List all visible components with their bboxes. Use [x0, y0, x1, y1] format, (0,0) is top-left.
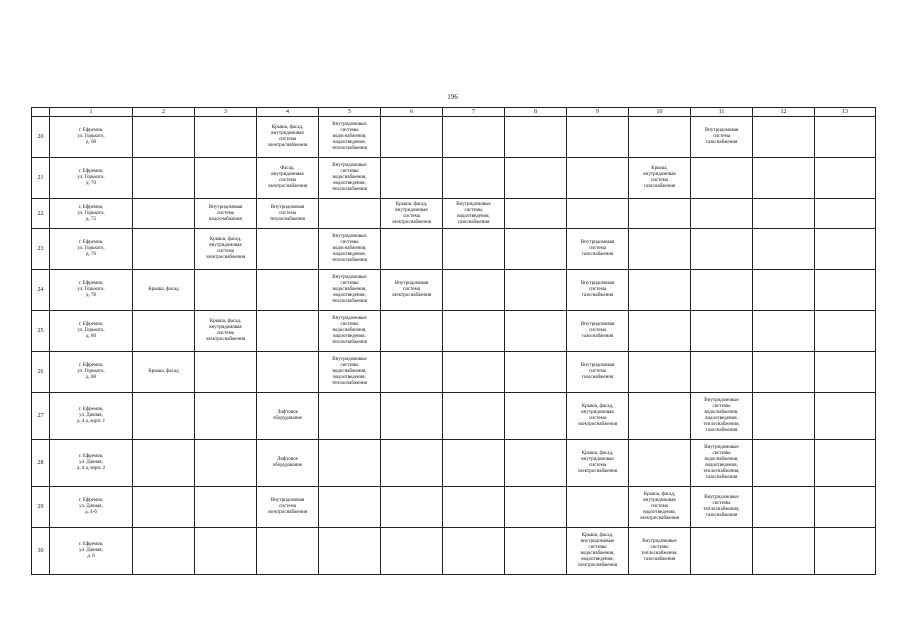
address-cell	[50, 117, 133, 158]
work-cell	[505, 440, 567, 487]
work-text: Крыша, фасад, внутридомовые системы водоснабжения, водоотведения, электроснабжения	[577, 533, 618, 568]
work-cell	[815, 311, 876, 352]
work-cell	[195, 352, 257, 393]
work-cell	[753, 229, 815, 270]
table-row	[32, 528, 876, 575]
work-cell	[691, 352, 753, 393]
address-cell	[50, 352, 133, 393]
work-cell	[505, 229, 567, 270]
address-text: г. Ефремов, ул. Дачная, д. 4-б	[78, 498, 104, 515]
work-cell	[195, 311, 257, 352]
table-row	[32, 393, 876, 440]
work-cell	[505, 352, 567, 393]
work-cell	[381, 229, 443, 270]
address-text: г. Ефремов, ул. Дачная, д. 4 а, корп. 2	[76, 454, 106, 471]
work-cell	[195, 487, 257, 528]
work-cell	[691, 117, 753, 158]
work-cell	[567, 528, 629, 575]
work-cell	[257, 270, 319, 311]
address-cell	[50, 229, 133, 270]
work-text: Внутридомовая система теплоснабжения	[270, 204, 305, 222]
work-cell	[567, 270, 629, 311]
table-header-row	[32, 108, 876, 117]
work-cell	[815, 117, 876, 158]
work-text: Лифтовое оборудование	[272, 410, 303, 421]
address-cell	[50, 311, 133, 352]
header-cell: 1	[50, 108, 133, 117]
row-number-cell: 20	[32, 117, 50, 158]
work-cell	[443, 199, 505, 229]
work-text: Внутридомовая система электроснабжения	[267, 498, 308, 515]
address-text: г. Ефремов, ул. Горького, д. 68	[77, 128, 105, 145]
work-cell	[381, 117, 443, 158]
header-cell: 7	[443, 108, 505, 117]
work-cell	[567, 311, 629, 352]
header-cell: 2	[133, 108, 195, 117]
work-text: Крыша, фасад	[148, 287, 179, 292]
work-text: Крыша, внутридомовая система газоснабжения	[643, 166, 676, 189]
address-cell	[50, 440, 133, 487]
address-text: г. Ефремов, ул. Дачная, д. 6	[78, 542, 104, 559]
work-text: Внутридомовая система газоснабжения	[704, 128, 739, 145]
table-body	[32, 108, 876, 575]
work-cell	[257, 117, 319, 158]
work-text: Внутридомовые системы водоотведения, газоснабжения	[456, 201, 491, 225]
header-cell: 11	[691, 108, 753, 117]
row-number-cell: 25	[32, 311, 50, 352]
work-cell	[195, 440, 257, 487]
work-cell	[815, 158, 876, 199]
work-cell	[753, 199, 815, 229]
row-number-cell: 29	[32, 487, 50, 528]
work-cell	[815, 393, 876, 440]
work-cell	[443, 117, 505, 158]
work-cell	[815, 229, 876, 270]
work-cell	[815, 199, 876, 229]
work-cell	[133, 199, 195, 229]
work-cell	[629, 311, 691, 352]
work-text: Внутридомовые системы водоснабжения, водоотведения, теплоснабжения	[332, 163, 367, 192]
work-cell	[195, 270, 257, 311]
work-cell	[133, 311, 195, 352]
work-cell	[443, 440, 505, 487]
address-text: г. Ефремов, ул. Горького, д. 80	[77, 322, 105, 339]
work-text: Крыша, фасад	[148, 369, 179, 374]
work-cell	[319, 199, 381, 229]
row-number-cell: 26	[32, 352, 50, 393]
work-cell	[567, 487, 629, 528]
work-cell	[133, 117, 195, 158]
address-text: г. Ефремов, ул. Горького, д. 70	[77, 169, 105, 186]
work-cell	[319, 487, 381, 528]
work-cell	[195, 393, 257, 440]
work-cell	[443, 270, 505, 311]
work-cell	[505, 199, 567, 229]
work-text: Лифтовое оборудование	[272, 457, 303, 468]
work-cell	[629, 440, 691, 487]
work-cell	[505, 393, 567, 440]
work-cell	[629, 528, 691, 575]
work-cell	[381, 440, 443, 487]
work-cell	[691, 528, 753, 575]
work-cell	[381, 270, 443, 311]
address-cell	[50, 199, 133, 229]
work-cell	[691, 393, 753, 440]
work-cell	[133, 393, 195, 440]
work-cell	[319, 158, 381, 199]
work-text: Крыша, фасад, внутридомовая система электроснабжения	[205, 237, 246, 260]
work-cell	[753, 158, 815, 199]
header-cell: 9	[567, 108, 629, 117]
work-cell	[381, 528, 443, 575]
work-cell	[381, 199, 443, 229]
work-text: Внутридомовая система газоснабжения	[580, 363, 615, 380]
work-cell	[133, 229, 195, 270]
work-cell	[257, 528, 319, 575]
work-cell	[257, 393, 319, 440]
work-text: Крыша, фасад, внутридомовая система электроснабжения	[577, 451, 618, 474]
work-cell	[567, 117, 629, 158]
work-cell	[567, 199, 629, 229]
work-cell	[319, 270, 381, 311]
address-text: г. Ефремов, ул. Горького, д. 88	[77, 363, 105, 380]
work-cell	[753, 117, 815, 158]
address-text: г. Ефремов, ул. Горького, д. 78	[77, 281, 105, 298]
work-cell	[505, 158, 567, 199]
address-cell	[50, 393, 133, 440]
header-cell: 8	[505, 108, 567, 117]
work-text: Крыша, фасад, внутридомовая система электроснабжения	[267, 125, 308, 148]
address-cell	[50, 487, 133, 528]
work-cell	[753, 270, 815, 311]
work-cell	[753, 487, 815, 528]
work-text: Внутридомовые системы теплоснабжения, газоснабжения	[641, 539, 678, 562]
header-cell-blank	[32, 108, 50, 117]
table-row	[32, 199, 876, 229]
work-cell	[815, 270, 876, 311]
work-text: Крыша, фасад, внутридомовая система электроснабжения	[391, 201, 432, 225]
row-number-cell: 28	[32, 440, 50, 487]
work-text: Внутридомовая система газоснабжения	[580, 281, 615, 298]
work-cell	[505, 117, 567, 158]
work-cell	[629, 270, 691, 311]
work-cell	[443, 158, 505, 199]
work-cell	[257, 199, 319, 229]
work-cell	[381, 487, 443, 528]
work-text: Внутридомовые системы водоснабжения, водоотведения, теплоснабжения	[332, 234, 367, 263]
row-number-cell: 27	[32, 393, 50, 440]
work-cell	[629, 487, 691, 528]
work-cell	[133, 487, 195, 528]
work-cell	[691, 311, 753, 352]
work-cell	[443, 393, 505, 440]
work-cell	[195, 528, 257, 575]
work-cell	[753, 440, 815, 487]
work-cell	[443, 352, 505, 393]
work-cell	[567, 352, 629, 393]
header-cell: 4	[257, 108, 319, 117]
work-cell	[567, 393, 629, 440]
work-cell	[691, 440, 753, 487]
work-cell	[505, 487, 567, 528]
work-cell	[257, 352, 319, 393]
work-cell	[629, 352, 691, 393]
work-cell	[753, 352, 815, 393]
address-cell	[50, 158, 133, 199]
work-cell	[753, 528, 815, 575]
work-cell	[381, 158, 443, 199]
work-cell	[815, 440, 876, 487]
header-cell: 3	[195, 108, 257, 117]
work-cell	[505, 528, 567, 575]
address-text: г. Ефремов, ул. Дачная, д. 4 а, корп. 1	[76, 407, 106, 424]
work-cell	[567, 440, 629, 487]
table-row	[32, 229, 876, 270]
work-cell	[319, 117, 381, 158]
work-cell	[133, 528, 195, 575]
table-row	[32, 487, 876, 528]
work-cell	[691, 270, 753, 311]
work-cell	[629, 199, 691, 229]
work-cell	[133, 352, 195, 393]
work-cell	[381, 311, 443, 352]
work-cell	[319, 393, 381, 440]
header-cell: 12	[753, 108, 815, 117]
work-cell	[567, 229, 629, 270]
page-number: 196	[447, 93, 458, 101]
work-text: Крыша, фасад, внутридомовая система электроснабжения	[205, 319, 246, 342]
work-text: Внутридомовая система электроснабжения	[391, 281, 432, 298]
work-cell	[319, 311, 381, 352]
row-number-cell: 23	[32, 229, 50, 270]
work-cell	[195, 117, 257, 158]
table-row	[32, 352, 876, 393]
header-cell: 6	[381, 108, 443, 117]
work-cell	[257, 487, 319, 528]
work-cell	[381, 352, 443, 393]
repair-schedule-table	[31, 107, 876, 575]
row-number-cell: 30	[32, 528, 50, 575]
table-row	[32, 117, 876, 158]
work-cell	[257, 229, 319, 270]
table-row	[32, 440, 876, 487]
work-text: Внутридомовые системы водоснабжения, водоотведения, теплоснабжения	[332, 357, 367, 386]
row-number-cell: 22	[32, 199, 50, 229]
work-text: Внутридомовые системы водоснабжения, водоотведения, теплоснабжения	[332, 316, 367, 345]
table-row	[32, 158, 876, 199]
work-text: Внутридомовые системы теплоснабжения, газоснабжения	[703, 495, 740, 518]
table-row	[32, 270, 876, 311]
work-cell	[815, 487, 876, 528]
table-row	[32, 311, 876, 352]
work-text: Внутридомовая система газоснабжения	[580, 240, 615, 257]
row-number-cell: 24	[32, 270, 50, 311]
work-cell	[133, 440, 195, 487]
work-cell	[257, 158, 319, 199]
work-cell	[443, 229, 505, 270]
work-cell	[195, 229, 257, 270]
work-cell	[195, 158, 257, 199]
work-cell	[319, 229, 381, 270]
work-cell	[815, 528, 876, 575]
address-text: г. Ефремов, ул. Горького, д. 76	[77, 240, 105, 257]
work-cell	[381, 393, 443, 440]
work-cell	[567, 158, 629, 199]
work-cell	[691, 199, 753, 229]
address-cell	[50, 528, 133, 575]
work-text: Внутридомовые системы водоснабжения, водоотведения, теплоснабжения	[332, 275, 367, 304]
work-cell	[691, 158, 753, 199]
work-cell	[443, 487, 505, 528]
address-cell	[50, 270, 133, 311]
address-text: г. Ефремов, ул. Горького, д. 72	[77, 204, 105, 222]
work-cell	[195, 199, 257, 229]
row-number-cell: 21	[32, 158, 50, 199]
work-cell	[629, 229, 691, 270]
header-cell: 13	[815, 108, 876, 117]
work-text: Внутридомовые системы водоснабжения, водоотведения, теплоснабжения	[332, 122, 367, 151]
work-cell	[505, 270, 567, 311]
work-cell	[257, 311, 319, 352]
work-cell	[133, 158, 195, 199]
work-cell	[133, 270, 195, 311]
work-text: Фасад, внутридомовая система электроснабжения	[267, 166, 308, 189]
work-cell	[319, 528, 381, 575]
header-cell: 10	[629, 108, 691, 117]
work-text: Внутридомовые системы водоснабжения, водоотведения, теплоснабжения, газоснабжения	[703, 398, 740, 433]
work-text: Внутридомовая система водоснабжения	[208, 204, 243, 222]
work-cell	[815, 352, 876, 393]
header-cell: 5	[319, 108, 381, 117]
work-cell	[691, 487, 753, 528]
work-cell	[443, 311, 505, 352]
work-text: Внутридомовая система газоснабжения	[580, 322, 615, 339]
work-cell	[753, 393, 815, 440]
work-cell	[629, 158, 691, 199]
work-text: Крыша, фасад, внутридомовая система электроснабжения	[577, 404, 618, 427]
work-cell	[629, 393, 691, 440]
work-cell	[443, 528, 505, 575]
work-text: Внутридомовые системы водоснабжения, водоотведения, теплоснабжения, газоснабжения	[703, 445, 740, 480]
work-text: Крыша, фасад, внутридомовая система водоотведения, электроснабжения	[639, 492, 680, 521]
work-cell	[753, 311, 815, 352]
work-cell	[691, 229, 753, 270]
work-cell	[505, 311, 567, 352]
work-cell	[629, 117, 691, 158]
work-cell	[319, 352, 381, 393]
work-cell	[257, 440, 319, 487]
work-cell	[319, 440, 381, 487]
